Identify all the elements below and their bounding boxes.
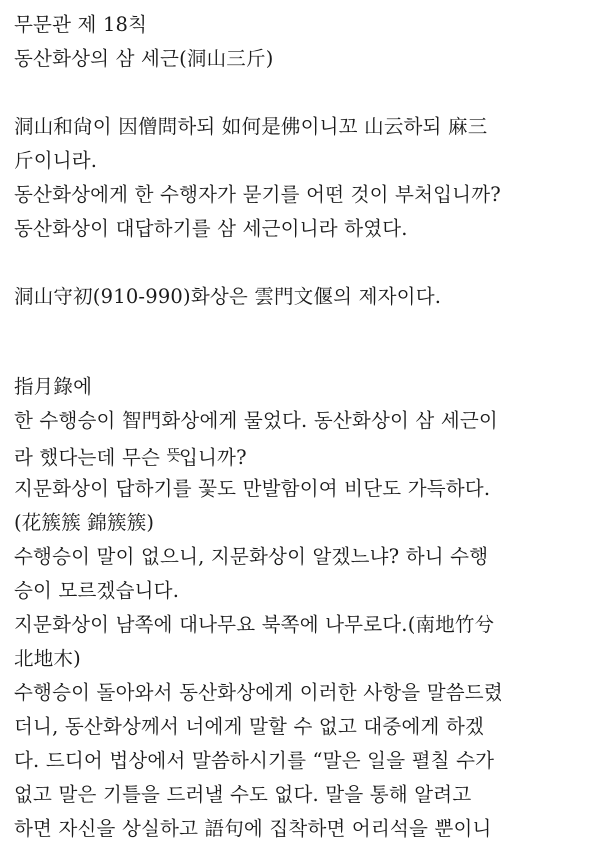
commentary-line: 하면 자신을 상실하고 語句에 집착하면 어리석을 뿐이니 xyxy=(14,817,492,840)
commentary-line xyxy=(14,438,594,472)
paragraph-gap xyxy=(14,76,594,110)
paragraph-gap xyxy=(14,348,594,370)
commentary-line: 수행승이 말이 없으니, 지문화상이 알겠느냐? 하니 수행 xyxy=(14,545,489,568)
document-title: 무문관 제 18칙 xyxy=(14,13,148,36)
paragraph-gap xyxy=(14,246,594,280)
commentary-line: 한 수행승이 智門화상에게 물었다. 동산화상이 삼 세근이 xyxy=(14,409,498,432)
commentary-line: 지문화상이 답하기를 꽃도 만발함이여 비단도 가득하다. xyxy=(14,477,491,500)
koan-hanja-line-2: 斤이니라. xyxy=(14,149,98,172)
commentary-line: (花簇簇 錦簇簇) xyxy=(14,511,155,534)
commentary-line: 승이 모르겠습니다. xyxy=(14,579,180,602)
koan-translation-line-2: 동산화상이 대답하기를 삼 세근이니라 하였다. xyxy=(14,217,408,240)
commentary-line: 더니, 동산화상께서 너에게 말할 수 없고 대중에게 하겠 xyxy=(14,715,485,738)
document-subtitle: 동산화상의 삼 세근(洞山三斤) xyxy=(14,47,274,70)
commentary-line: 수행승이 돌아와서 동산화상에게 이러한 사항을 말씀드렸 xyxy=(14,681,503,704)
commentary-text: 라 했다는데 무슨 xyxy=(14,446,167,469)
commentary-line: 北地木) xyxy=(14,647,81,670)
koan-hanja-line-1: 洞山和尙이 因僧問하되 如何是佛이니꼬 山云하되 麻三 xyxy=(14,115,488,138)
commentary-text: 입니까? xyxy=(178,446,247,469)
biography-note: 洞山守初(910-990)화상은 雲門文偃의 제자이다. xyxy=(14,285,442,308)
commentary-line: 다. 드디어 법상에서 말씀하시기를 “말은 일을 펼칠 수가 xyxy=(14,749,495,772)
handwritten-correction: 뜻 xyxy=(166,446,179,464)
commentary-line: 없고 말은 기틀을 드러낼 수도 없다. 말을 통해 알려고 xyxy=(14,783,472,806)
koan-translation-line-1: 동산화상에게 한 수행자가 묻기를 어떤 것이 부처입니까? xyxy=(14,183,501,206)
commentary-line: 지문화상이 남쪽에 대나무요 북쪽에 나무로다.(南地竹兮 xyxy=(14,613,495,636)
paragraph-gap xyxy=(14,314,594,348)
commentary-heading: 指月錄에 xyxy=(14,375,93,398)
